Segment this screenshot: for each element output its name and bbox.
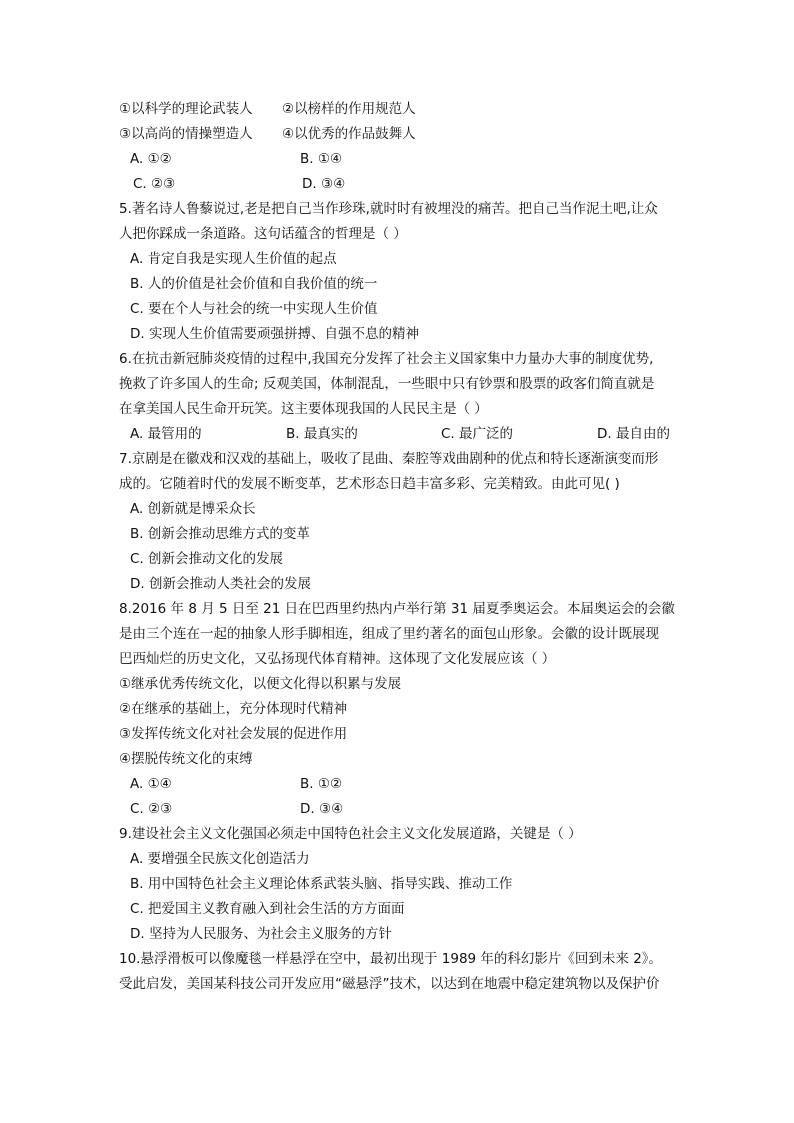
q6-option-b: B. 最真实的 <box>286 426 358 442</box>
q9-option-a: A. 要增强全民族文化创造活力 <box>130 851 310 867</box>
q5-option-c: C. 要在个人与社会的统一中实现人生价值 <box>130 301 378 317</box>
q4-option-c: C. ②③ <box>133 176 176 192</box>
q8-statement-1: ①继承优秀传统文化，以便文化得以积累与发展 <box>119 676 402 692</box>
q7-stem-line-2: 成的。它随着时代的发展不断变革，艺术形态日趋丰富多彩、完美精致。由此可见( ) <box>119 476 620 492</box>
statement-4: ④以优秀的作品鼓舞人 <box>282 126 416 142</box>
q5-option-a: A. 肯定自我是实现人生价值的起点 <box>130 251 337 267</box>
q8-statement-3: ③发挥传统文化对社会发展的促进作用 <box>119 726 348 742</box>
q6-stem-line-3: 在拿美国人民生命开玩笑。这主要体现我国的人民民主是（ ） <box>119 401 488 417</box>
q8-option-c: C. ②③ <box>130 801 173 817</box>
q6-stem-line-1: 6.在抗击新冠肺炎疫情的过程中,我国充分发挥了社会主义国家集中力量办大事的制度优势, <box>119 351 654 367</box>
q6-option-c: C. 最广泛的 <box>441 426 514 442</box>
q8-stem-line-2: 是由三个连在一起的抽象人形手脚相连，组成了里约著名的面包山形象。会徽的设计既展现 <box>119 626 659 642</box>
q10-stem-line-1: 10.悬浮滑板可以像魔毯一样悬浮在空中，最初出现于 1989 年的科幻影片《回到未来 2》。 <box>119 951 663 967</box>
q9-option-d: D. 坚持为人民服务、为社会主义服务的方针 <box>130 926 392 942</box>
statement-1: ①以科学的理论武装人 <box>119 101 253 117</box>
q4-option-b: B. ①④ <box>300 151 343 167</box>
q5-stem-line-1: 5.著名诗人鲁藜说过,老是把自己当作珍珠,就时时有被埋没的痛苦。把自己当作泥土吧,让众 <box>119 201 658 217</box>
q7-option-c: C. 创新会推动文化的发展 <box>130 551 284 567</box>
q9-option-b: B. 用中国特色社会主义理论体系武装头脑、指导实践、推动工作 <box>130 876 513 892</box>
q9-option-c: C. 把爱国主义教育融入到社会生活的方方面面 <box>130 901 405 917</box>
q8-option-b: B. ①② <box>300 776 343 792</box>
q8-stem-line-1: 8.2016 年 8 月 5 日至 21 日在巴西里约热内卢举行第 31 届夏季奥运会。本届奥运会的会徽 <box>119 601 675 617</box>
q8-statement-4: ④摆脱传统文化的束缚 <box>119 751 253 767</box>
q7-stem-line-1: 7.京剧是在徽戏和汉戏的基础上，吸收了昆曲、秦腔等戏曲剧种的优点和特长逐渐演变而形 <box>119 451 659 467</box>
q7-option-b: B. 创新会推动思维方式的变革 <box>130 526 310 542</box>
q4-option-a: A. ①② <box>130 151 172 167</box>
q6-stem-line-2: 挽救了许多国人的生命; 反观美国，体制混乱，一些眼中只有钞票和股票的政客们简直就是 <box>119 376 655 392</box>
q10-stem-line-2: 受此启发，美国某科技公司开发应用“磁悬浮”技术，以达到在地震中稳定建筑物以及保护价 <box>119 976 660 992</box>
q6-option-d: D. 最自由的 <box>597 426 670 442</box>
q5-option-b: B. 人的价值是社会价值和自我价值的统一 <box>130 276 378 292</box>
q8-option-a: A. ①④ <box>130 776 172 792</box>
q8-option-d: D. ③④ <box>300 801 344 817</box>
q6-option-a: A. 最管用的 <box>130 426 202 442</box>
q4-option-d: D. ③④ <box>302 176 346 192</box>
q5-option-d: D. 实现人生价值需要顽强拼搏、自强不息的精神 <box>130 326 419 342</box>
statement-3: ③以高尚的情操塑造人 <box>119 126 253 142</box>
q7-option-a: A. 创新就是博采众长 <box>130 501 256 517</box>
q9-stem: 9.建设社会主义文化强国必须走中国特色社会主义文化发展道路，关键是（ ） <box>119 826 582 842</box>
q8-stem-line-3: 巴西灿烂的历史文化，又弘扬现代体育精神。这体现了文化发展应该（ ） <box>119 651 556 667</box>
q5-stem-line-2: 人把你踩成一条道路。这句话蕴含的哲理是（ ） <box>119 226 407 242</box>
statement-2: ②以榜样的作用规范人 <box>282 101 416 117</box>
q7-option-d: D. 创新会推动人类社会的发展 <box>130 576 311 592</box>
q8-statement-2: ②在继承的基础上，充分体现时代精神 <box>119 701 348 717</box>
